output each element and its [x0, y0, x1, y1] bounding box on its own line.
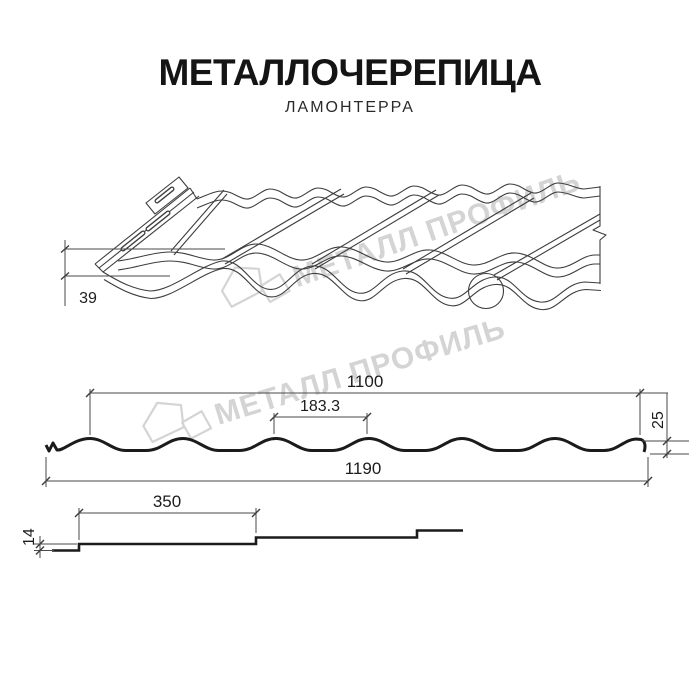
dim-label-1190: 1190 — [344, 459, 382, 478]
dim-label-14: 14 — [21, 528, 38, 546]
dim-module-length — [75, 492, 260, 540]
dim-profile-height — [642, 393, 689, 458]
dim-overall-width — [42, 457, 652, 487]
longitudinal-profile-view — [21, 492, 463, 558]
left-flange — [95, 177, 199, 272]
dim-label-39: 39 — [79, 290, 97, 307]
flange-slot — [157, 189, 172, 201]
cross-section-view — [42, 372, 689, 487]
wave-profile — [46, 439, 645, 453]
perspective-view — [61, 177, 606, 310]
page-title: МЕТАЛЛОЧЕРЕПИЦА — [158, 52, 542, 93]
dim-label-350: 350 — [152, 492, 182, 511]
dim-label-25: 25 — [650, 411, 667, 429]
flange-slot — [148, 213, 168, 229]
watermark-upper — [216, 152, 585, 317]
break-line — [593, 186, 606, 284]
dim-label-1100: 1100 — [346, 372, 384, 391]
page-subtitle: ЛАМОНТЕРРА — [285, 99, 415, 116]
watermark-brand-text: МЕТАЛЛ ПРОФИЛЬ — [288, 164, 585, 295]
watermarks — [137, 152, 585, 465]
dim-step-height — [21, 528, 77, 558]
step-profile-line — [52, 531, 463, 551]
dim-label-183-3: 183.3 — [299, 398, 341, 415]
flange-slot — [123, 233, 143, 249]
